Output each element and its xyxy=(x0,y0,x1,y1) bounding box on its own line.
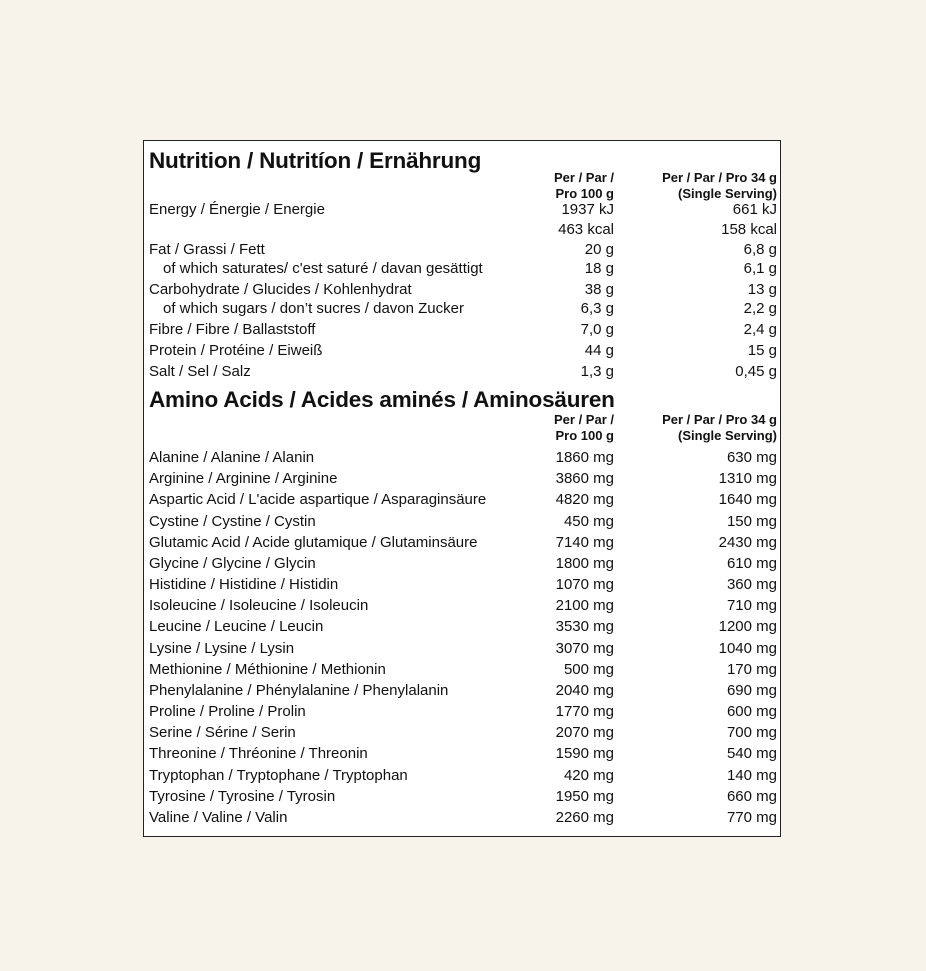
nutrition-row-per-serving: 661 kJ xyxy=(732,201,777,218)
nutrition-row-name: Protein / Protéine / Eiweiß xyxy=(149,342,323,359)
amino-row-per-100g: 500 mg xyxy=(563,661,614,678)
amino-row-per-serving: 2430 mg xyxy=(718,534,777,551)
amino-row-name: Tryptophan / Tryptophane / Tryptophan xyxy=(149,767,408,784)
amino-row-name: Valine / Valine / Valin xyxy=(149,809,288,826)
amino-col1-header-line2: Pro 100 g xyxy=(555,427,614,443)
amino-row-per-100g: 7140 mg xyxy=(555,534,614,551)
amino-col2-header-line1: Per / Par / Pro 34 g xyxy=(662,412,777,427)
amino-row-per-serving: 1200 mg xyxy=(718,618,777,635)
nutrition-row xyxy=(144,240,780,260)
nutrition-col1-header-line2: Pro 100 g xyxy=(555,185,614,201)
amino-row-name: Methionine / Méthionine / Methionin xyxy=(149,661,386,678)
nutrition-row-per-serving: 2,2 g xyxy=(743,300,777,317)
amino-row-name: Threonine / Thréonine / Threonin xyxy=(149,745,368,762)
amino-row-per-serving: 170 mg xyxy=(726,661,777,678)
amino-row xyxy=(144,469,780,489)
amino-row-per-serving: 540 mg xyxy=(726,745,777,762)
amino-row-per-100g: 3070 mg xyxy=(555,640,614,657)
nutrition-row-per-serving: 158 kcal xyxy=(721,221,777,238)
amino-row xyxy=(144,723,780,743)
amino-row-name: Leucine / Leucine / Leucin xyxy=(149,618,324,635)
nutrition-row-per-100g: 6,3 g xyxy=(580,300,614,317)
amino-row-name: Serine / Sérine / Serin xyxy=(149,724,296,741)
nutrition-row-per-serving: 6,8 g xyxy=(743,241,777,258)
amino-row-per-serving: 1040 mg xyxy=(718,640,777,657)
amino-row-name: Lysine / Lysine / Lysin xyxy=(149,640,295,657)
amino-row xyxy=(144,512,780,532)
amino-row-per-100g: 1590 mg xyxy=(555,745,614,762)
amino-row-per-serving: 690 mg xyxy=(726,682,777,699)
nutrition-row-per-serving: 0,45 g xyxy=(735,363,777,380)
nutrition-row-per-100g: 7,0 g xyxy=(580,321,614,338)
nutrition-row xyxy=(144,259,780,279)
amino-col1-header-line1: Per / Par / xyxy=(554,412,614,427)
nutrition-col2-header-line1: Per / Par / Pro 34 g xyxy=(662,170,777,185)
amino-row-per-serving: 710 mg xyxy=(726,597,777,614)
amino-row-per-serving: 1310 mg xyxy=(718,470,777,487)
nutrition-row-per-serving: 13 g xyxy=(747,281,777,298)
nutrition-col2-header xyxy=(662,170,777,201)
nutrition-row-name: Salt / Sel / Salz xyxy=(149,363,251,380)
amino-row xyxy=(144,533,780,553)
amino-row-per-100g: 1950 mg xyxy=(555,788,614,805)
nutrition-row xyxy=(144,280,780,300)
amino-row xyxy=(144,744,780,764)
amino-row-per-serving: 360 mg xyxy=(726,576,777,593)
amino-row-per-serving: 770 mg xyxy=(726,809,777,826)
nutrition-row-name: Energy / Énergie / Energie xyxy=(149,201,325,218)
nutrition-row xyxy=(144,362,780,382)
amino-row xyxy=(144,617,780,637)
amino-row xyxy=(144,766,780,786)
amino-row-per-serving: 610 mg xyxy=(726,555,777,572)
amino-row xyxy=(144,490,780,510)
amino-row-name: Isoleucine / Isoleucine / Isoleucin xyxy=(149,597,369,614)
amino-row-name: Histidine / Histidine / Histidin xyxy=(149,576,339,593)
amino-row-per-serving: 700 mg xyxy=(726,724,777,741)
nutrition-col1-header-line1: Per / Par / xyxy=(554,170,614,185)
amino-col2-header xyxy=(662,412,777,443)
amino-row-per-serving: 660 mg xyxy=(726,788,777,805)
nutrition-row xyxy=(144,200,780,220)
nutrition-row xyxy=(144,341,780,361)
amino-row-per-100g: 2040 mg xyxy=(555,682,614,699)
amino-row-per-100g: 1070 mg xyxy=(555,576,614,593)
nutrition-row xyxy=(144,220,780,240)
nutrition-row xyxy=(144,320,780,340)
nutrition-row-per-100g: 1937 kJ xyxy=(561,201,614,218)
amino-row-per-100g: 1860 mg xyxy=(555,449,614,466)
amino-row xyxy=(144,702,780,722)
amino-row xyxy=(144,596,780,616)
amino-row-per-100g: 2100 mg xyxy=(555,597,614,614)
amino-row-per-100g: 3530 mg xyxy=(555,618,614,635)
nutrition-row-per-100g: 18 g xyxy=(584,260,614,277)
nutrition-row-per-serving: 6,1 g xyxy=(743,260,777,277)
nutrition-row-name: Fibre / Fibre / Ballaststoff xyxy=(149,321,316,338)
amino-row-name: Glycine / Glycine / Glycin xyxy=(149,555,316,572)
amino-row-per-100g: 1770 mg xyxy=(555,703,614,720)
amino-row-per-100g: 420 mg xyxy=(563,767,614,784)
nutrition-row-per-100g: 38 g xyxy=(584,281,614,298)
amino-row xyxy=(144,660,780,680)
nutrition-row-per-serving: 2,4 g xyxy=(743,321,777,338)
nutrition-row-per-100g: 1,3 g xyxy=(580,363,614,380)
amino-row-per-100g: 3860 mg xyxy=(555,470,614,487)
nutrition-row-per-100g: 44 g xyxy=(584,342,614,359)
nutrition-label xyxy=(143,140,781,837)
amino-row xyxy=(144,681,780,701)
nutrition-row xyxy=(144,299,780,319)
amino-row-per-100g: 2260 mg xyxy=(555,809,614,826)
amino-row-name: Arginine / Arginine / Arginine xyxy=(149,470,338,487)
amino-row-per-serving: 150 mg xyxy=(726,513,777,530)
nutrition-row-name: Fat / Grassi / Fett xyxy=(149,241,265,258)
nutrition-col1-header xyxy=(554,170,614,201)
amino-row-per-serving: 630 mg xyxy=(726,449,777,466)
amino-row-name: Cystine / Cystine / Cystin xyxy=(149,513,316,530)
amino-row-per-100g: 450 mg xyxy=(563,513,614,530)
amino-row-per-serving: 1640 mg xyxy=(718,491,777,508)
nutrition-row-per-100g: 20 g xyxy=(584,241,614,258)
amino-col2-header-line2: (Single Serving) xyxy=(678,427,777,443)
amino-row xyxy=(144,575,780,595)
amino-row-per-100g: 2070 mg xyxy=(555,724,614,741)
amino-col1-header xyxy=(554,412,614,443)
amino-row xyxy=(144,448,780,468)
amino-row xyxy=(144,554,780,574)
nutrition-row-name: of which sugars / don’t sucres / davon Zucker xyxy=(163,300,464,317)
amino-row-name: Alanine / Alanine / Alanin xyxy=(149,449,315,466)
amino-row-per-serving: 600 mg xyxy=(726,703,777,720)
amino-row-per-100g: 1800 mg xyxy=(555,555,614,572)
amino-row xyxy=(144,639,780,659)
nutrition-row-per-serving: 15 g xyxy=(747,342,777,359)
amino-title: Amino Acids / Acides aminés / Aminosäuren xyxy=(149,387,615,412)
amino-row-name: Glutamic Acid / Acide glutamique / Glutaminsäure xyxy=(149,534,478,551)
nutrition-row-name: Carbohydrate / Glucides / Kohlenhydrat xyxy=(149,281,412,298)
amino-row-name: Proline / Proline / Prolin xyxy=(149,703,306,720)
amino-row xyxy=(144,808,780,828)
nutrition-col2-header-line2: (Single Serving) xyxy=(678,185,777,201)
nutrition-row-name: of which saturates/ c'est saturé / davan gesättigt xyxy=(163,260,483,277)
amino-row-name: Tyrosine / Tyrosine / Tyrosin xyxy=(149,788,336,805)
amino-row xyxy=(144,787,780,807)
amino-row-per-100g: 4820 mg xyxy=(555,491,614,508)
amino-row-name: Phenylalanine / Phénylalanine / Phenylalanin xyxy=(149,682,449,699)
amino-row-name: Aspartic Acid / L'acide aspartique / Asparaginsäure xyxy=(149,491,487,508)
amino-row-per-serving: 140 mg xyxy=(726,767,777,784)
nutrition-row-per-100g: 463 kcal xyxy=(558,221,614,238)
nutrition-title: Nutrition / Nutritíon / Ernährung xyxy=(149,148,482,173)
